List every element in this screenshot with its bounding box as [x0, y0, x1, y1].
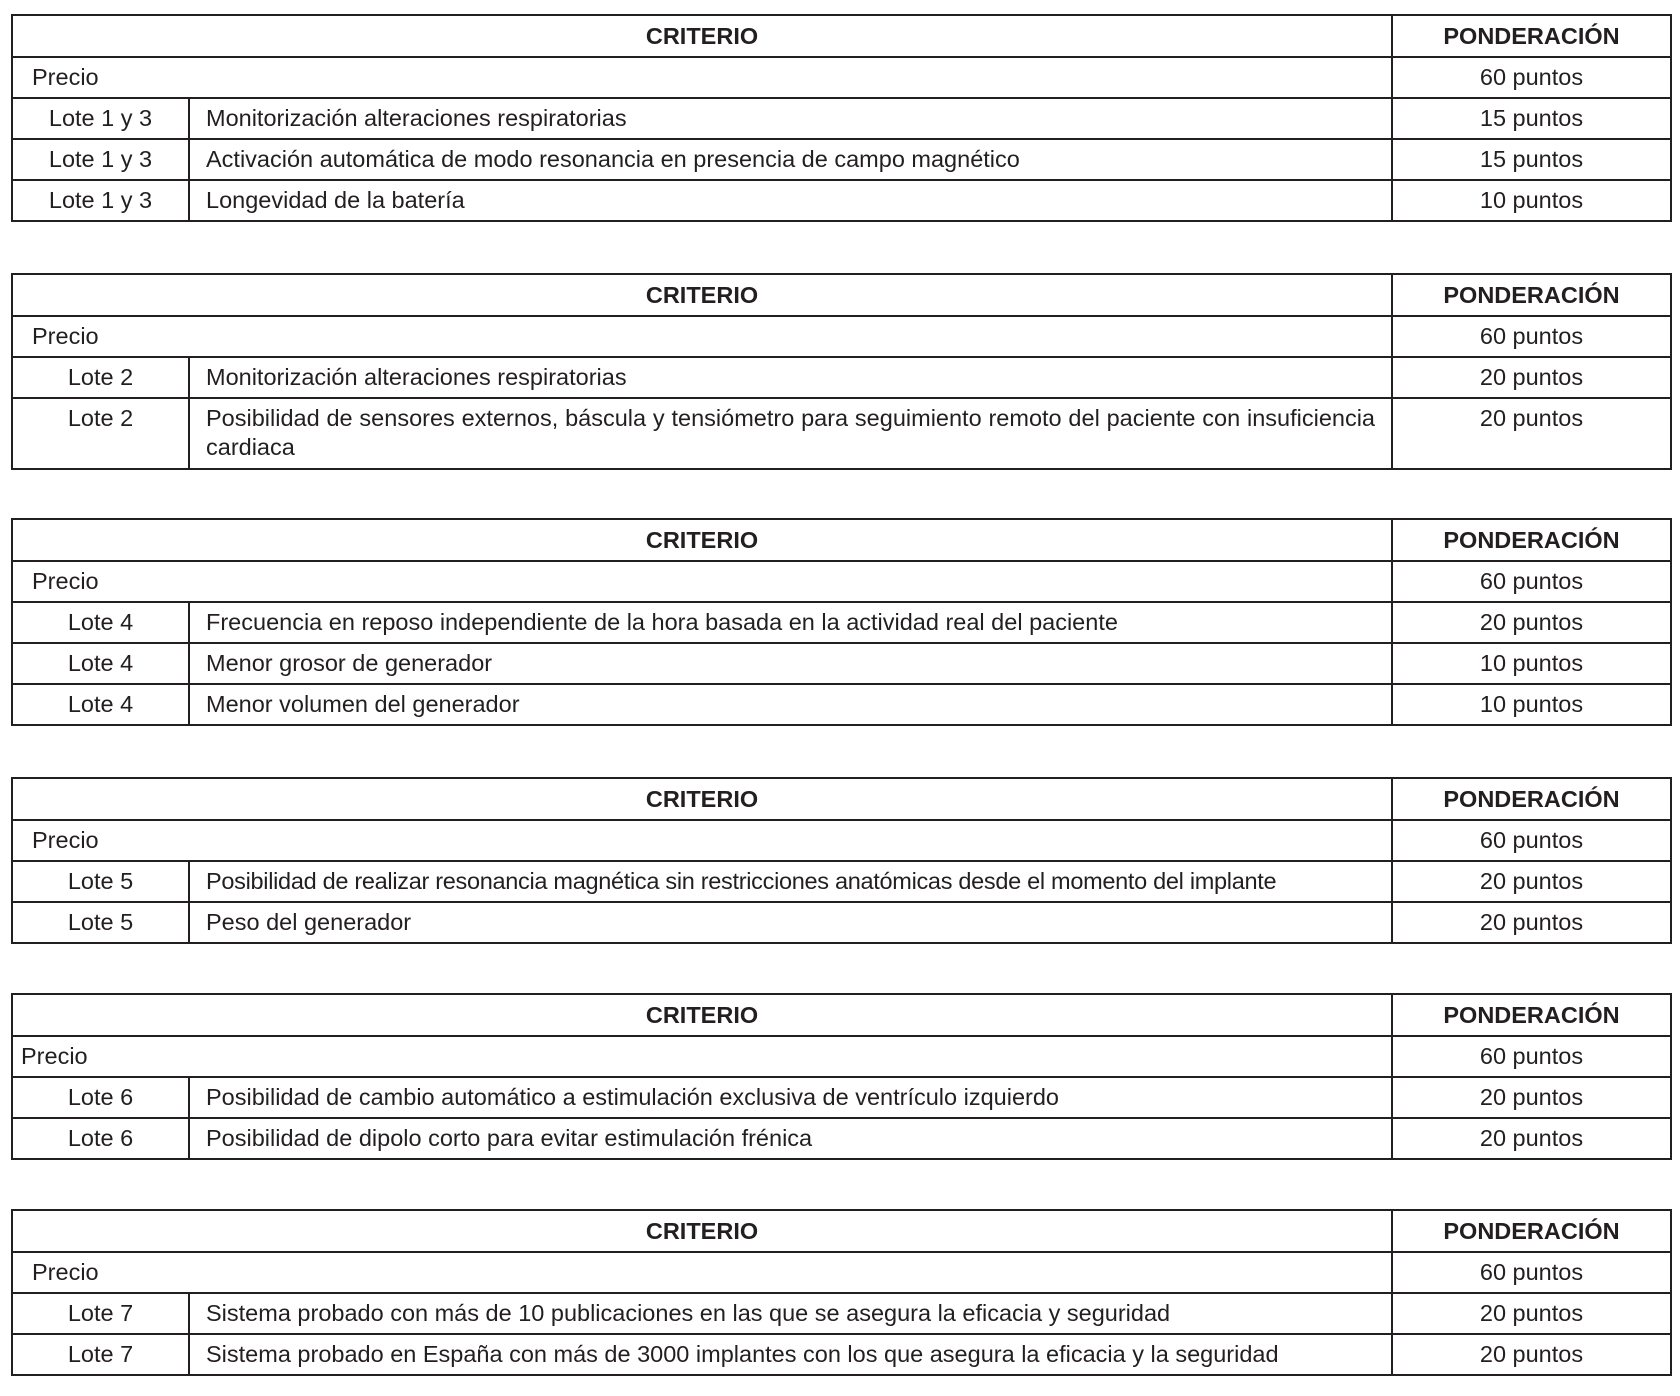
price-points: 60 puntos — [1392, 1252, 1671, 1293]
table-header-row — [12, 15, 1671, 57]
table-row — [12, 1118, 1671, 1159]
ponderacion-header: PONDERACIÓN — [1392, 778, 1671, 820]
criterio-header: CRITERIO — [12, 1210, 1392, 1252]
table-row — [12, 98, 1671, 139]
price-points: 60 puntos — [1392, 820, 1671, 861]
lote-cell: Lote 4 — [12, 643, 189, 684]
price-row — [12, 57, 1671, 98]
criterio-header: CRITERIO — [12, 519, 1392, 561]
table-row — [12, 1077, 1671, 1118]
points-cell: 15 puntos — [1392, 139, 1671, 180]
criterio-header: CRITERIO — [12, 274, 1392, 316]
criterio-cell: Posibilidad de realizar resonancia magnética sin restricciones anatómicas desde el momento del implante — [189, 861, 1392, 902]
table-row — [12, 684, 1671, 725]
price-label: Precio — [12, 1036, 1392, 1077]
criterio-cell: Posibilidad de sensores externos, báscula y tensiómetro para seguimiento remoto del paciente con insuficiencia cardiaca — [189, 398, 1392, 469]
table-row — [12, 861, 1671, 902]
table-header-row — [12, 994, 1671, 1036]
criterio-header: CRITERIO — [12, 15, 1392, 57]
criteria-table-lote-4 — [11, 518, 1672, 726]
criterio-cell: Frecuencia en reposo independiente de la hora basada en la actividad real del paciente — [189, 602, 1392, 643]
points-cell: 20 puntos — [1392, 1334, 1671, 1375]
criterio-header: CRITERIO — [12, 778, 1392, 820]
table-row — [12, 1293, 1671, 1334]
price-points: 60 puntos — [1392, 561, 1671, 602]
criterio-cell: Posibilidad de dipolo corto para evitar estimulación frénica — [189, 1118, 1392, 1159]
points-cell: 10 puntos — [1392, 643, 1671, 684]
table-row — [12, 602, 1671, 643]
lote-cell: Lote 1 y 3 — [12, 180, 189, 221]
criteria-table-lote-7 — [11, 1209, 1672, 1376]
price-label: Precio — [12, 57, 1392, 98]
price-points: 60 puntos — [1392, 1036, 1671, 1077]
points-cell: 20 puntos — [1392, 357, 1671, 398]
criterio-cell: Activación automática de modo resonancia en presencia de campo magnético — [189, 139, 1392, 180]
price-row — [12, 820, 1671, 861]
points-cell: 20 puntos — [1392, 602, 1671, 643]
lote-cell: Lote 4 — [12, 684, 189, 725]
criterio-cell: Sistema probado con más de 10 publicaciones en las que se asegura la eficacia y seguridad — [189, 1293, 1392, 1334]
price-row — [12, 1252, 1671, 1293]
table-row — [12, 357, 1671, 398]
points-cell: 20 puntos — [1392, 861, 1671, 902]
table-row — [12, 643, 1671, 684]
ponderacion-header: PONDERACIÓN — [1392, 274, 1671, 316]
points-cell: 10 puntos — [1392, 684, 1671, 725]
criterio-cell: Sistema probado en España con más de 3000 implantes con los que asegura la eficacia y la seguridad — [189, 1334, 1392, 1375]
price-row — [12, 1036, 1671, 1077]
ponderacion-header: PONDERACIÓN — [1392, 519, 1671, 561]
points-cell: 20 puntos — [1392, 398, 1671, 469]
price-points: 60 puntos — [1392, 57, 1671, 98]
lote-cell: Lote 6 — [12, 1118, 189, 1159]
criterio-cell: Menor grosor de generador — [189, 643, 1392, 684]
ponderacion-header: PONDERACIÓN — [1392, 994, 1671, 1036]
ponderacion-header: PONDERACIÓN — [1392, 15, 1671, 57]
price-label: Precio — [12, 1252, 1392, 1293]
points-cell: 20 puntos — [1392, 1293, 1671, 1334]
lote-cell: Lote 2 — [12, 357, 189, 398]
criterio-cell: Posibilidad de cambio automático a estimulación exclusiva de ventrículo izquierdo — [189, 1077, 1392, 1118]
table-row — [12, 139, 1671, 180]
price-label: Precio — [12, 820, 1392, 861]
ponderacion-header: PONDERACIÓN — [1392, 1210, 1671, 1252]
criteria-table-lote-6 — [11, 993, 1672, 1160]
lote-cell: Lote 4 — [12, 602, 189, 643]
criterio-cell: Monitorización alteraciones respiratorias — [189, 357, 1392, 398]
table-row — [12, 180, 1671, 221]
lote-cell: Lote 1 y 3 — [12, 139, 189, 180]
criteria-table-lote-5 — [11, 777, 1672, 944]
points-cell: 20 puntos — [1392, 902, 1671, 943]
lote-cell: Lote 7 — [12, 1293, 189, 1334]
criterio-cell: Peso del generador — [189, 902, 1392, 943]
price-label: Precio — [12, 316, 1392, 357]
table-row — [12, 902, 1671, 943]
price-row — [12, 316, 1671, 357]
table-row — [12, 1334, 1671, 1375]
lote-cell: Lote 5 — [12, 902, 189, 943]
criteria-table-lote-1-3 — [11, 14, 1672, 222]
points-cell: 10 puntos — [1392, 180, 1671, 221]
lote-cell: Lote 5 — [12, 861, 189, 902]
table-header-row — [12, 1210, 1671, 1252]
criterio-cell: Monitorización alteraciones respiratorias — [189, 98, 1392, 139]
criterio-header: CRITERIO — [12, 994, 1392, 1036]
table-header-row — [12, 778, 1671, 820]
criterio-cell: Menor volumen del generador — [189, 684, 1392, 725]
criteria-table-lote-2 — [11, 273, 1672, 470]
points-cell: 20 puntos — [1392, 1118, 1671, 1159]
table-row — [12, 398, 1671, 469]
price-points: 60 puntos — [1392, 316, 1671, 357]
points-cell: 20 puntos — [1392, 1077, 1671, 1118]
table-header-row — [12, 274, 1671, 316]
lote-cell: Lote 7 — [12, 1334, 189, 1375]
price-label: Precio — [12, 561, 1392, 602]
lote-cell: Lote 2 — [12, 398, 189, 469]
table-header-row — [12, 519, 1671, 561]
price-row — [12, 561, 1671, 602]
criterio-cell: Longevidad de la batería — [189, 180, 1392, 221]
lote-cell: Lote 6 — [12, 1077, 189, 1118]
points-cell: 15 puntos — [1392, 98, 1671, 139]
lote-cell: Lote 1 y 3 — [12, 98, 189, 139]
